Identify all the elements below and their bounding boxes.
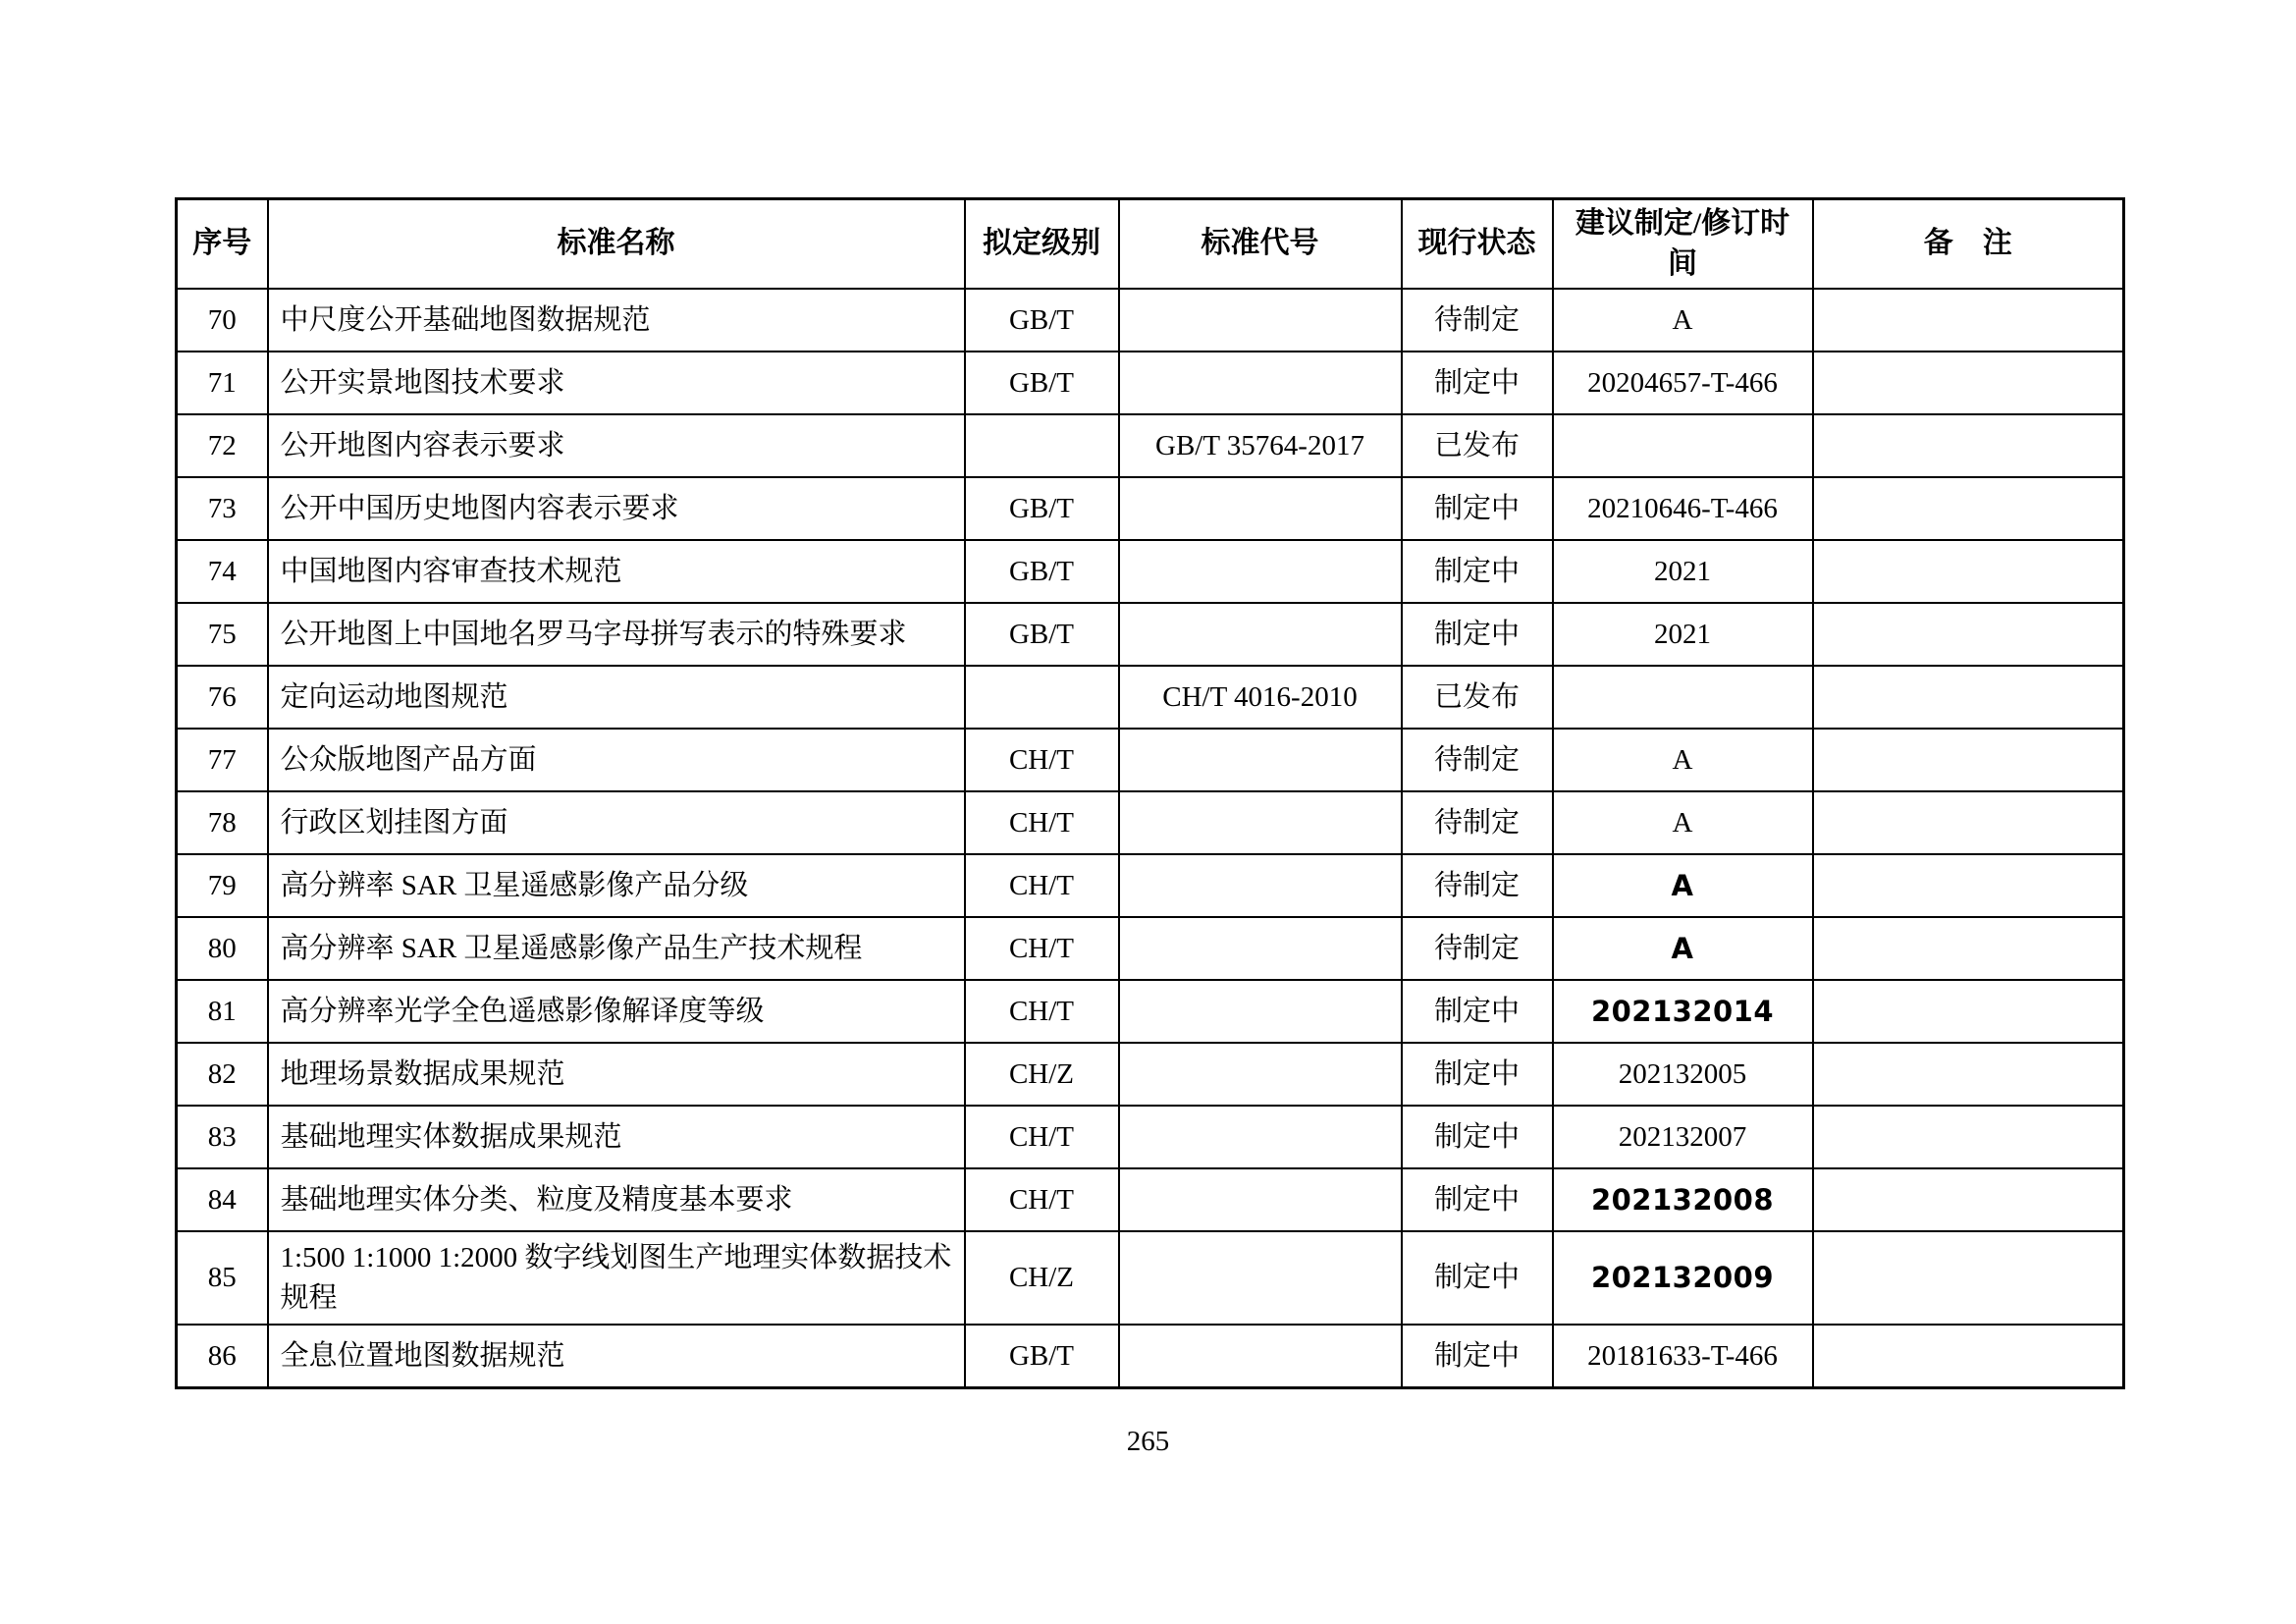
cell-level: GB/T: [965, 603, 1119, 666]
table-row: [177, 980, 2124, 1043]
cell-remark: [1813, 791, 2124, 854]
cell-suggested-time: 2021: [1553, 603, 1813, 666]
cell-serial: 78: [177, 791, 268, 854]
cell-suggested-time: 202132008: [1553, 1168, 1813, 1231]
column-header: 标准代号: [1119, 199, 1402, 290]
cell-status: 待制定: [1402, 917, 1553, 980]
cell-suggested-time: 202132007: [1553, 1106, 1813, 1168]
cell-level: GB/T: [965, 540, 1119, 603]
cell-standard-name: 公开地图上中国地名罗马字母拼写表示的特殊要求: [268, 603, 965, 666]
cell-level: [965, 666, 1119, 729]
cell-code: [1119, 1106, 1402, 1168]
column-header: 拟定级别: [965, 199, 1119, 290]
cell-serial: 71: [177, 352, 268, 414]
cell-suggested-time: 20210646-T-466: [1553, 477, 1813, 540]
cell-suggested-time: [1553, 666, 1813, 729]
table-header-row: [177, 199, 2124, 290]
cell-status: 制定中: [1402, 1106, 1553, 1168]
cell-suggested-time: A: [1553, 289, 1813, 352]
table-row: [177, 729, 2124, 791]
cell-remark: [1813, 1168, 2124, 1231]
cell-code: CH/T 4016-2010: [1119, 666, 1402, 729]
cell-suggested-time: 202132009: [1553, 1231, 1813, 1325]
cell-standard-name: 高分辨率 SAR 卫星遥感影像产品生产技术规程: [268, 917, 965, 980]
cell-standard-name: 公开地图内容表示要求: [268, 414, 965, 477]
cell-status: 已发布: [1402, 666, 1553, 729]
cell-suggested-time: A: [1553, 791, 1813, 854]
cell-code: [1119, 540, 1402, 603]
cell-level: CH/T: [965, 854, 1119, 917]
cell-standard-name: 行政区划挂图方面: [268, 791, 965, 854]
column-header: 现行状态: [1402, 199, 1553, 290]
cell-serial: 81: [177, 980, 268, 1043]
table-row: [177, 1106, 2124, 1168]
cell-status: 制定中: [1402, 603, 1553, 666]
cell-level: GB/T: [965, 352, 1119, 414]
cell-status: 待制定: [1402, 791, 1553, 854]
cell-code: [1119, 729, 1402, 791]
cell-remark: [1813, 854, 2124, 917]
cell-status: 制定中: [1402, 1231, 1553, 1325]
cell-serial: 76: [177, 666, 268, 729]
cell-standard-name: 全息位置地图数据规范: [268, 1325, 965, 1387]
cell-standard-name: 高分辨率光学全色遥感影像解译度等级: [268, 980, 965, 1043]
column-header: 建议制定/修订时间: [1553, 199, 1813, 290]
cell-remark: [1813, 603, 2124, 666]
cell-suggested-time: [1553, 414, 1813, 477]
cell-remark: [1813, 352, 2124, 414]
cell-standard-name: 高分辨率 SAR 卫星遥感影像产品分级: [268, 854, 965, 917]
cell-level: CH/T: [965, 1168, 1119, 1231]
cell-remark: [1813, 729, 2124, 791]
cell-suggested-time: 202132005: [1553, 1043, 1813, 1106]
cell-level: [965, 414, 1119, 477]
cell-code: [1119, 917, 1402, 980]
table-row: [177, 414, 2124, 477]
table-row: [177, 791, 2124, 854]
cell-standard-name: 基础地理实体分类、粒度及精度基本要求: [268, 1168, 965, 1231]
cell-serial: 70: [177, 289, 268, 352]
cell-suggested-time: A: [1553, 917, 1813, 980]
cell-status: 待制定: [1402, 729, 1553, 791]
table-row: [177, 540, 2124, 603]
cell-level: GB/T: [965, 477, 1119, 540]
column-header: 序号: [177, 199, 268, 290]
cell-level: CH/Z: [965, 1231, 1119, 1325]
cell-serial: 84: [177, 1168, 268, 1231]
cell-remark: [1813, 540, 2124, 603]
cell-status: 制定中: [1402, 477, 1553, 540]
cell-remark: [1813, 289, 2124, 352]
cell-remark: [1813, 414, 2124, 477]
cell-code: [1119, 1325, 1402, 1387]
cell-status: 制定中: [1402, 352, 1553, 414]
cell-status: 制定中: [1402, 1043, 1553, 1106]
cell-standard-name: 地理场景数据成果规范: [268, 1043, 965, 1106]
cell-suggested-time: A: [1553, 729, 1813, 791]
cell-code: [1119, 854, 1402, 917]
page-number: 265: [1126, 1426, 1170, 1457]
cell-suggested-time: A: [1553, 854, 1813, 917]
column-header: 标准名称: [268, 199, 965, 290]
table-row: [177, 1043, 2124, 1106]
cell-suggested-time: 2021: [1553, 540, 1813, 603]
cell-code: [1119, 1043, 1402, 1106]
cell-level: GB/T: [965, 289, 1119, 352]
cell-level: CH/Z: [965, 1043, 1119, 1106]
cell-code: [1119, 1231, 1402, 1325]
cell-code: [1119, 791, 1402, 854]
cell-code: [1119, 1168, 1402, 1231]
table-row: [177, 1325, 2124, 1387]
cell-code: [1119, 980, 1402, 1043]
cell-serial: 86: [177, 1325, 268, 1387]
cell-standard-name: 公众版地图产品方面: [268, 729, 965, 791]
table-row: [177, 289, 2124, 352]
cell-serial: 79: [177, 854, 268, 917]
cell-level: GB/T: [965, 1325, 1119, 1387]
cell-status: 制定中: [1402, 1325, 1553, 1387]
cell-serial: 83: [177, 1106, 268, 1168]
cell-serial: 72: [177, 414, 268, 477]
cell-level: CH/T: [965, 917, 1119, 980]
column-header: 备 注: [1813, 199, 2124, 290]
cell-level: CH/T: [965, 791, 1119, 854]
cell-code: [1119, 603, 1402, 666]
cell-suggested-time: 20204657-T-466: [1553, 352, 1813, 414]
cell-remark: [1813, 1043, 2124, 1106]
table-row: [177, 1231, 2124, 1325]
cell-level: CH/T: [965, 729, 1119, 791]
cell-serial: 75: [177, 603, 268, 666]
table-row: [177, 1168, 2124, 1231]
cell-remark: [1813, 477, 2124, 540]
cell-remark: [1813, 1231, 2124, 1325]
cell-remark: [1813, 980, 2124, 1043]
table-row: [177, 666, 2124, 729]
cell-remark: [1813, 1106, 2124, 1168]
cell-standard-name: 中国地图内容审查技术规范: [268, 540, 965, 603]
cell-status: 已发布: [1402, 414, 1553, 477]
cell-standard-name: 1:500 1:1000 1:2000 数字线划图生产地理实体数据技术规程: [268, 1231, 965, 1325]
table-row: [177, 603, 2124, 666]
cell-code: [1119, 289, 1402, 352]
cell-serial: 85: [177, 1231, 268, 1325]
cell-status: 待制定: [1402, 289, 1553, 352]
cell-standard-name: 中尺度公开基础地图数据规范: [268, 289, 965, 352]
table-row: [177, 854, 2124, 917]
cell-suggested-time: 202132014: [1553, 980, 1813, 1043]
cell-status: 制定中: [1402, 1168, 1553, 1231]
table-row: [177, 917, 2124, 980]
cell-standard-name: 基础地理实体数据成果规范: [268, 1106, 965, 1168]
cell-remark: [1813, 1325, 2124, 1387]
cell-level: CH/T: [965, 1106, 1119, 1168]
standards-table: [175, 197, 2125, 1389]
cell-remark: [1813, 666, 2124, 729]
cell-serial: 80: [177, 917, 268, 980]
cell-remark: [1813, 917, 2124, 980]
cell-level: CH/T: [965, 980, 1119, 1043]
cell-suggested-time: 20181633-T-466: [1553, 1325, 1813, 1387]
cell-serial: 82: [177, 1043, 268, 1106]
cell-standard-name: 定向运动地图规范: [268, 666, 965, 729]
table-row: [177, 477, 2124, 540]
cell-serial: 74: [177, 540, 268, 603]
table-row: [177, 352, 2124, 414]
cell-status: 制定中: [1402, 540, 1553, 603]
cell-code: [1119, 477, 1402, 540]
cell-status: 待制定: [1402, 854, 1553, 917]
cell-standard-name: 公开中国历史地图内容表示要求: [268, 477, 965, 540]
cell-serial: 77: [177, 729, 268, 791]
cell-serial: 73: [177, 477, 268, 540]
cell-status: 制定中: [1402, 980, 1553, 1043]
cell-standard-name: 公开实景地图技术要求: [268, 352, 965, 414]
cell-code: GB/T 35764-2017: [1119, 414, 1402, 477]
cell-code: [1119, 352, 1402, 414]
